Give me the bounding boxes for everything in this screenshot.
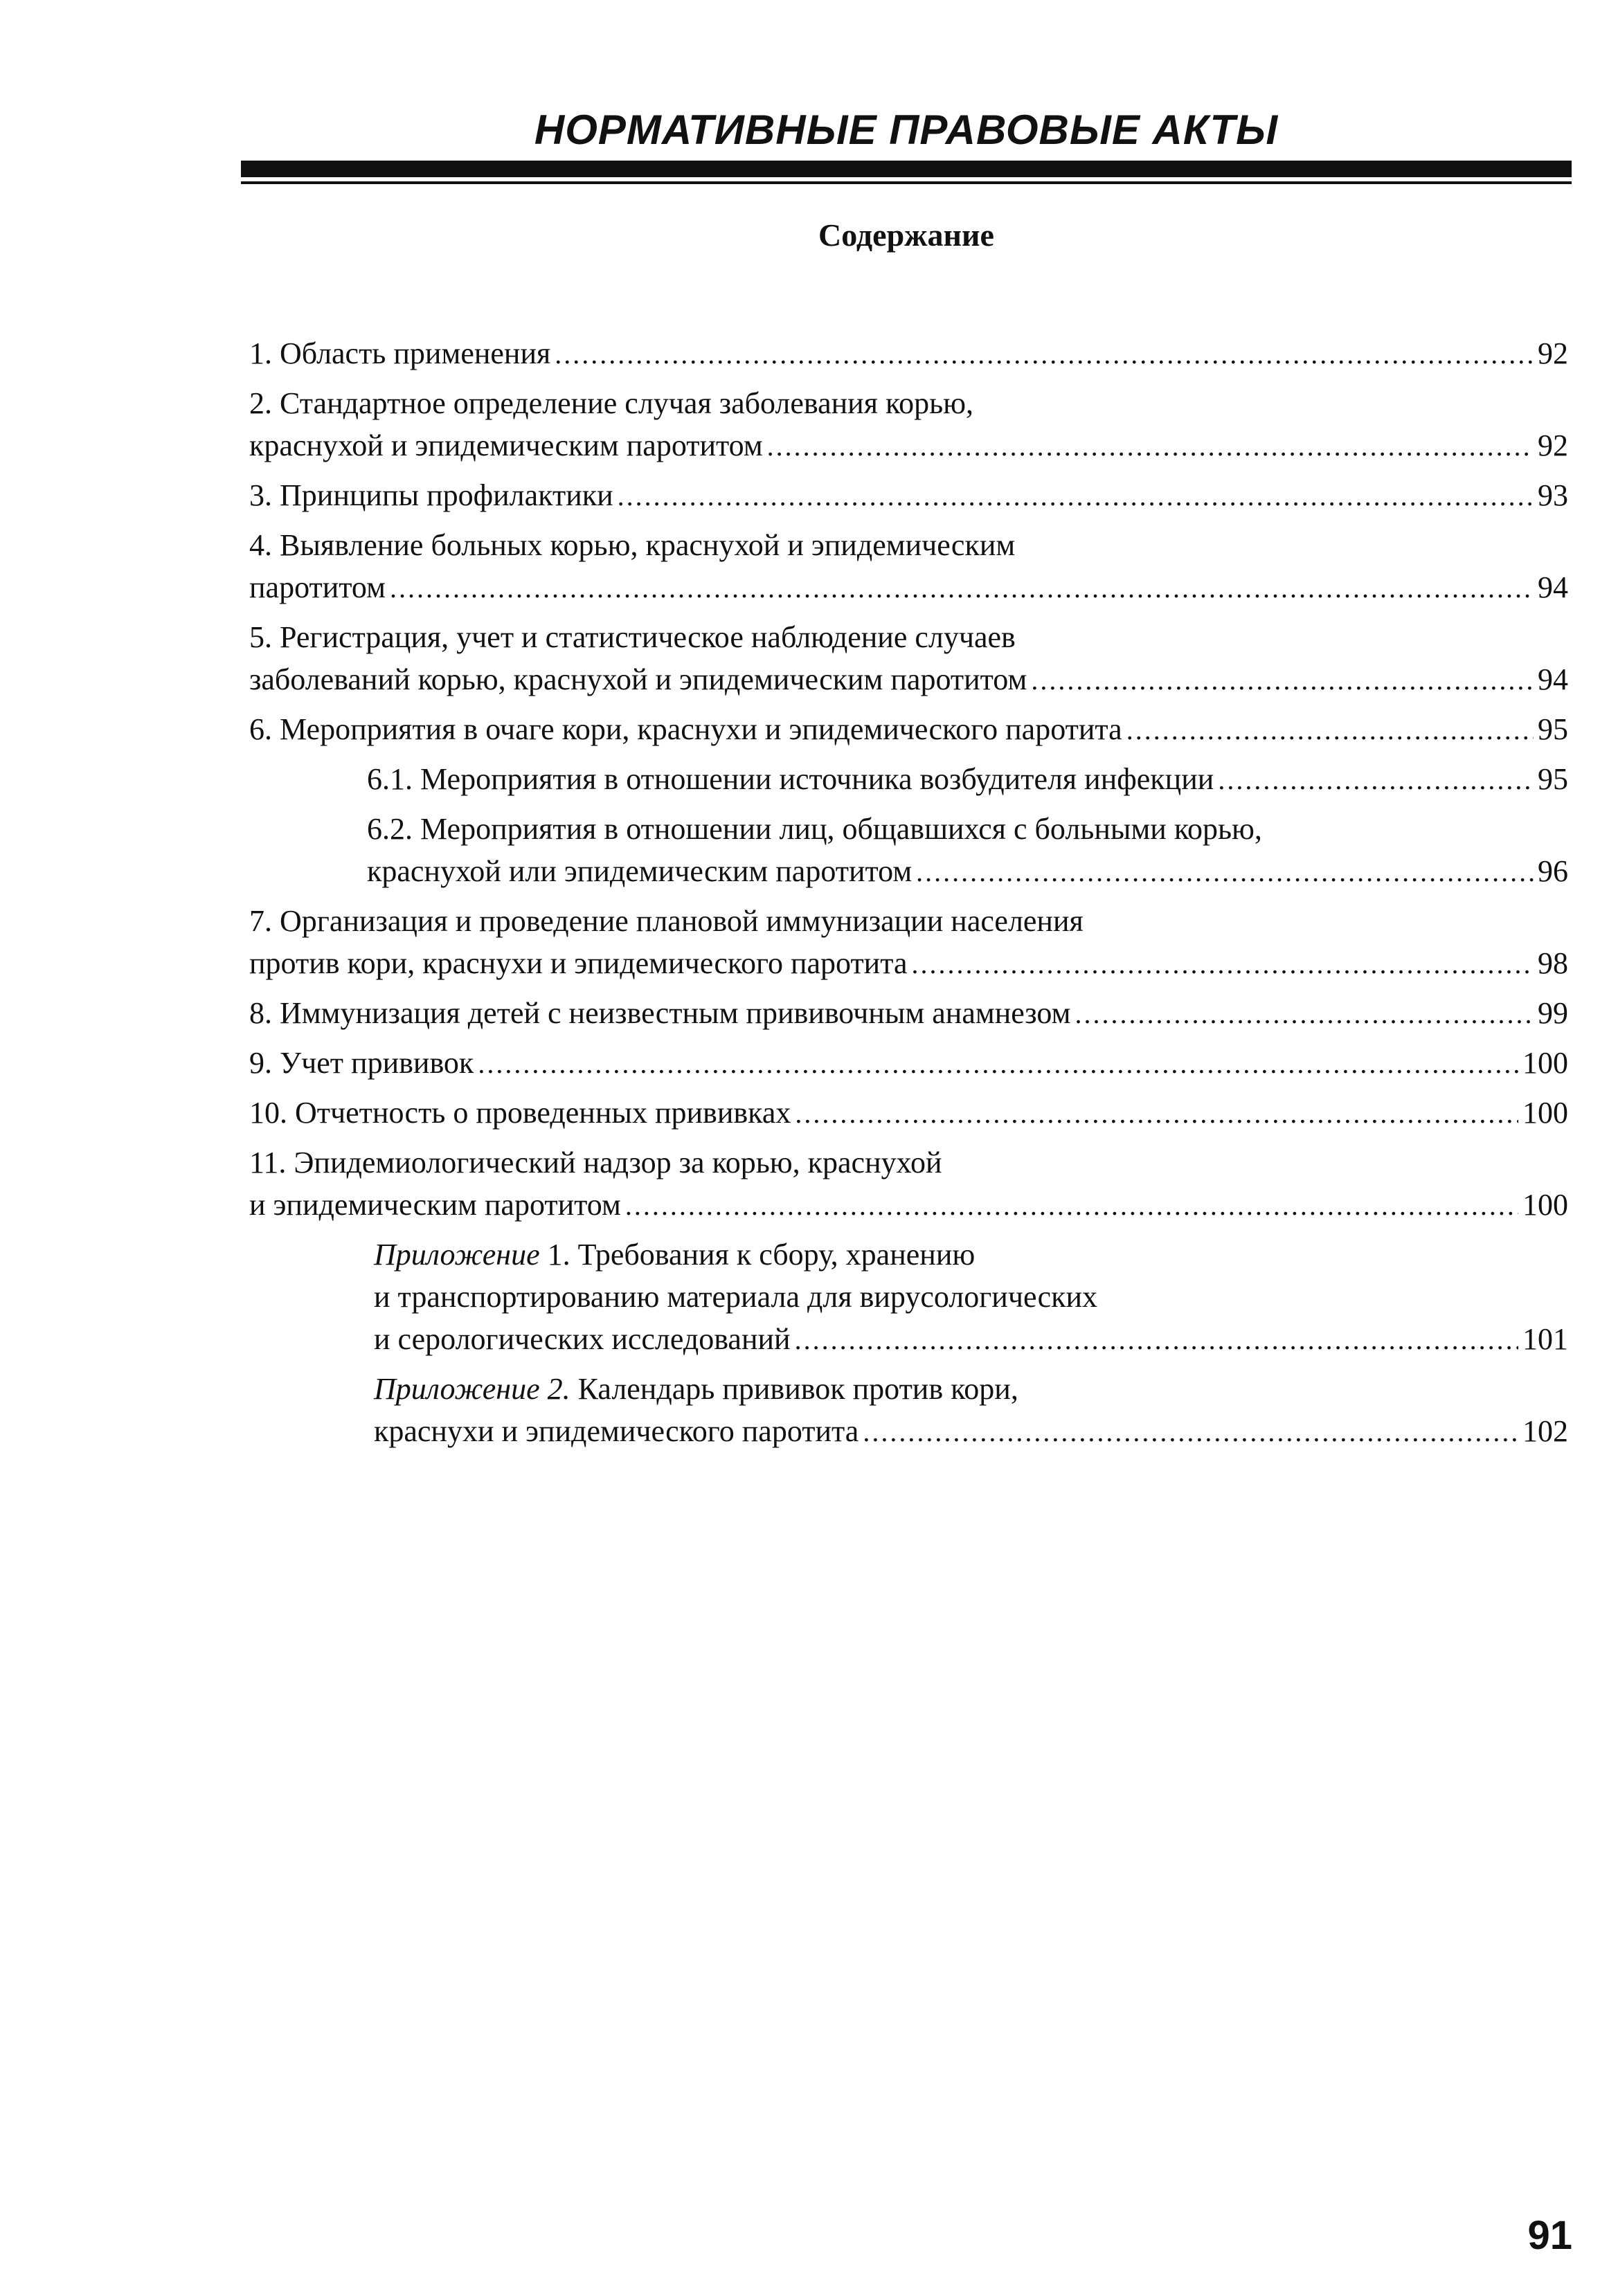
- toc-entry[interactable]: [249, 332, 1568, 375]
- dot-leader: [478, 1042, 1518, 1085]
- toc-entry-text: 6.1. Мероприятия в отношении источника возбудителя инфекции: [367, 762, 1214, 796]
- toc-list: [249, 332, 1568, 1460]
- toc-subentry[interactable]: [249, 758, 1568, 801]
- toc-entry[interactable]: [249, 616, 1568, 701]
- toc-page-number: 101: [1522, 1322, 1568, 1356]
- toc-entry-text: Календарь прививок против кори,: [570, 1372, 1018, 1406]
- toc-appendix-entry[interactable]: [249, 1233, 1568, 1361]
- toc-page-number: 93: [1538, 478, 1568, 512]
- header-rule-thin: [241, 181, 1572, 184]
- dot-leader: [618, 475, 1534, 517]
- dot-leader: [555, 333, 1534, 375]
- dot-leader: [390, 567, 1534, 609]
- toc-page-number: 100: [1522, 1046, 1568, 1080]
- toc-entry-text: и эпидемическим паротитом: [249, 1188, 621, 1222]
- toc-entry-text: 4. Выявление больных корью, краснухой и эпидемическим: [249, 528, 1016, 562]
- toc-page-number: 94: [1538, 570, 1568, 604]
- toc-page-number: 100: [1522, 1096, 1568, 1130]
- toc-entry-text: 10. Отчетность о проведенных прививках: [249, 1096, 791, 1130]
- toc-entry[interactable]: [249, 1092, 1568, 1135]
- toc-page-number: 92: [1538, 428, 1568, 462]
- toc-entry-text: 3. Принципы профилактики: [249, 478, 613, 512]
- toc-entry[interactable]: [249, 992, 1568, 1035]
- dot-leader: [767, 425, 1534, 467]
- appendix-prefix: Приложение 2.: [374, 1372, 570, 1406]
- toc-entry[interactable]: [249, 1141, 1568, 1227]
- toc-page-number: 94: [1538, 662, 1568, 696]
- dot-leader: [1218, 759, 1534, 801]
- toc-entry-text: против кори, краснухи и эпидемического паротита: [249, 946, 908, 980]
- toc-page-number: 95: [1538, 762, 1568, 796]
- dot-leader: [795, 1319, 1518, 1361]
- toc-entry-text: 1. Область применения: [249, 336, 551, 370]
- toc-page-number: 98: [1538, 946, 1568, 980]
- toc-entry[interactable]: [249, 382, 1568, 467]
- toc-entry-text: 6.2. Мероприятия в отношении лиц, общавшихся с больными корью,: [367, 812, 1262, 846]
- toc-entry-text: краснухой или эпидемическим паротитом: [367, 854, 913, 888]
- toc-page-number: 96: [1538, 854, 1568, 888]
- toc-entry-text: 1. Требования к сбору, хранению: [539, 1238, 976, 1272]
- toc-entry[interactable]: [249, 900, 1568, 985]
- toc-entry-text: 8. Иммунизация детей с неизвестным прививочным анамнезом: [249, 996, 1071, 1030]
- toc-page-number: 100: [1522, 1188, 1568, 1222]
- toc-subentry[interactable]: [249, 808, 1568, 893]
- toc-page-number: 92: [1538, 336, 1568, 370]
- toc-entry-text: и серологических исследований: [374, 1322, 791, 1356]
- toc-page-number: 99: [1538, 996, 1568, 1030]
- toc-entry-text: 11. Эпидемиологический надзор за корью, краснухой: [249, 1146, 942, 1179]
- dot-leader: [1075, 993, 1534, 1035]
- dot-leader: [1031, 659, 1534, 701]
- toc-entry-text: 6. Мероприятия в очаге кори, краснухи и эпидемического паротита: [249, 712, 1122, 746]
- dot-leader: [625, 1184, 1518, 1227]
- dot-leader: [863, 1411, 1518, 1453]
- toc-entry[interactable]: [249, 708, 1568, 751]
- toc-entry[interactable]: [249, 1042, 1568, 1085]
- dot-leader: [795, 1092, 1518, 1135]
- toc-entry-text: заболеваний корью, краснухой и эпидемическим паротитом: [249, 662, 1027, 696]
- toc-entry[interactable]: [249, 524, 1568, 609]
- dot-leader: [916, 851, 1534, 893]
- toc-page-number: 95: [1538, 712, 1568, 746]
- toc-entry-text: 9. Учет прививок: [249, 1046, 474, 1080]
- page-number: 91: [1527, 2213, 1572, 2258]
- toc-title: Содержание: [818, 217, 994, 253]
- toc-entry-text: 2. Стандартное определение случая заболевания корью,: [249, 386, 974, 420]
- appendix-prefix: Приложение: [374, 1238, 540, 1272]
- toc-entry-text: и транспортированию материала для вирусологических: [374, 1280, 1098, 1314]
- toc-entry[interactable]: [249, 474, 1568, 517]
- dot-leader: [912, 943, 1534, 985]
- dot-leader: [1126, 709, 1534, 751]
- toc-appendix-entry[interactable]: [249, 1368, 1568, 1453]
- toc-entry-text: паротитом: [249, 570, 386, 604]
- toc-entry-text: 5. Регистрация, учет и статистическое наблюдение случаев: [249, 620, 1016, 654]
- toc-page-number: 102: [1522, 1414, 1568, 1448]
- running-header: НОРМАТИВНЫЕ ПРАВОВЫЕ АКТЫ: [534, 107, 1279, 153]
- header-rule: [241, 161, 1572, 177]
- toc-entry-text: краснухи и эпидемического паротита: [374, 1414, 859, 1448]
- toc-entry-text: краснухой и эпидемическим паротитом: [249, 428, 763, 462]
- toc-entry-text: 7. Организация и проведение плановой иммунизации населения: [249, 904, 1084, 938]
